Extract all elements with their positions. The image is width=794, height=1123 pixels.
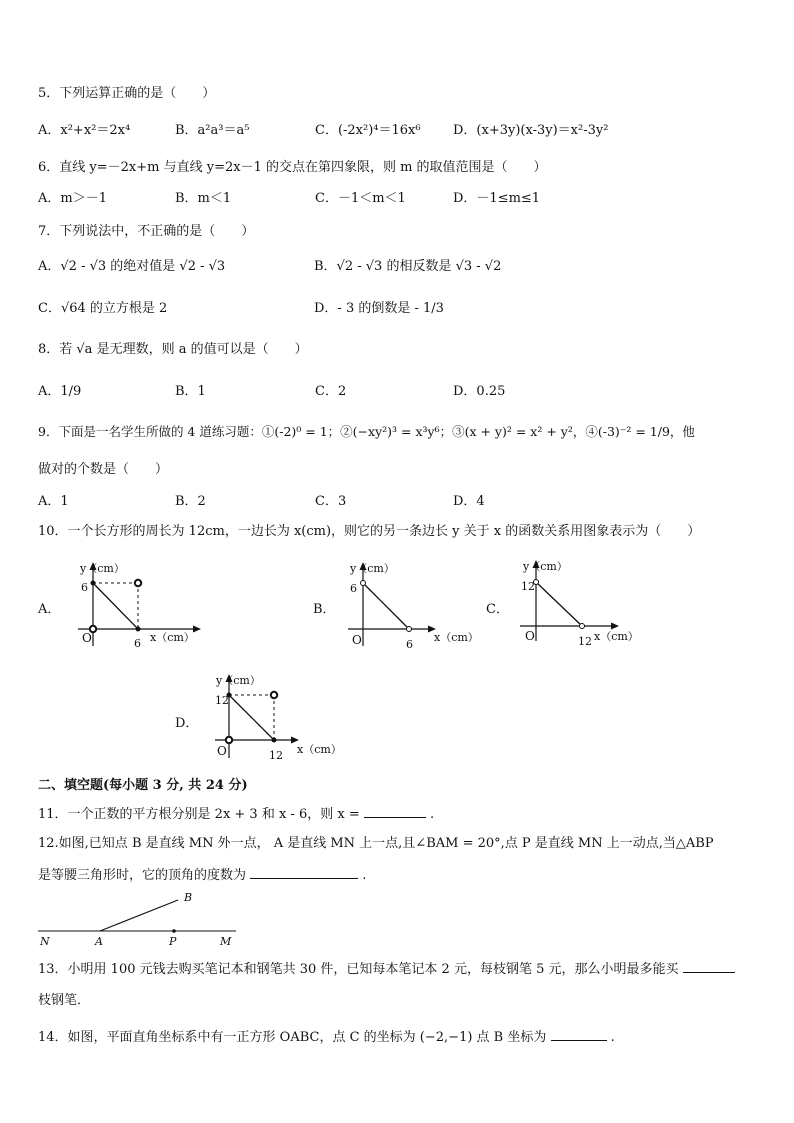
q5-option-b: B．a²a³＝a⁵ <box>175 123 250 138</box>
q14 <box>38 1026 615 1045</box>
x-tick-label: 12 <box>578 635 592 648</box>
solid-point <box>136 627 141 632</box>
q12-stem-cont: 是等腰三角形时，它的顶角的度数为 <box>38 868 247 883</box>
open-point <box>407 627 412 632</box>
q8-option-d: D．0.25 <box>453 384 506 399</box>
q10-stem: 10．一个长方形的周长为 12cm，一边长为 x(cm)，则它的另一条边长 y 关于 x 的函数关系用图象表示为（ ） <box>38 524 701 539</box>
q10-option-a-letter: A． <box>38 602 61 617</box>
graph-line <box>363 583 409 629</box>
x-tick-label: 6 <box>134 637 141 650</box>
q9-option-b: B．2 <box>175 494 206 509</box>
q7-option-a: A．√2 - √3 的绝对值是 √2 - √3 <box>38 259 226 274</box>
q12-stem: 12.如图,已知点 B 是直线 MN 外一点， A 是直线 MN 上一点,且∠BAM = 20°,点 P 是直线 MN 上一动点,当△ABP <box>38 836 714 851</box>
graph-line <box>93 583 138 629</box>
open-point <box>580 624 585 629</box>
q13-line1 <box>38 958 735 977</box>
x-tick-label: 12 <box>269 749 283 762</box>
q9-stem: 9．下面是一名学生所做的 4 道练习题：①(-2)⁰ = 1；②(−xy²)³ = x³y⁶；③(x + y)² = x² + y²，④(-3)⁻² = 1/9，他 <box>38 424 695 439</box>
q6-option-b: B．m＜1 <box>175 191 232 206</box>
q10-option-c-letter: C． <box>486 602 509 617</box>
solid-point <box>272 738 277 743</box>
graph-line <box>229 695 274 740</box>
ray-ab <box>100 900 178 931</box>
q14-stem: 14．如图，平面直角坐标系中有一正方形 OABC，点 C 的坐标为 (−2,−1) 点 B 坐标为 <box>38 1030 547 1045</box>
q8-stem: 8．若 √a 是无理数，则 a 的值可以是（ ） <box>38 342 308 357</box>
q7-stem: 7．下列说法中，不正确的是（ ） <box>38 224 255 239</box>
q11 <box>38 803 434 822</box>
x-axis-label: x（cm） <box>297 743 342 756</box>
q12-figure <box>36 888 246 948</box>
q7-option-b: B．√2 - √3 的相反数是 √3 - √2 <box>314 259 502 274</box>
q10-option-d-letter: D． <box>175 716 199 731</box>
q6-stem: 6．直线 y=－2x+m 与直线 y=2x－1 的交点在第四象限，则 m 的取值范围是（ ） <box>38 160 547 175</box>
q8-option-c: C．2 <box>315 384 347 399</box>
y-axis-label: y（cm） <box>80 562 125 575</box>
q8-option-b: B．1 <box>175 384 206 399</box>
label-n: N <box>40 935 50 948</box>
q9-stem-cont: 做对的个数是（ ） <box>38 462 169 477</box>
q14-end: . <box>610 1030 615 1045</box>
q9-option-c: C．3 <box>315 494 347 509</box>
q7-option-d: D．- 3 的倒数是 - 1/3 <box>314 301 444 316</box>
q6-option-c: C．－1＜m＜1 <box>315 191 406 206</box>
q13-stem-cont: 枝钢笔． <box>38 993 91 1008</box>
origin-label: O <box>217 744 227 758</box>
q7-option-c: C．√64 的立方根是 2 <box>38 301 168 316</box>
label-p: P <box>169 935 177 948</box>
q6-option-a: A．m＞－1 <box>38 191 107 206</box>
q6-option-d: D．－1≤m≤1 <box>453 191 541 206</box>
q13-stem: 13．小明用 100 元钱去购买笔记本和钢笔共 30 件，已知每本笔记本 2 元，每枝钢笔 5 元，那么小明最多能买 <box>38 962 679 977</box>
label-m: M <box>220 935 232 948</box>
q11-answer-blank[interactable] <box>364 805 426 818</box>
q5-option-c: C．(-2x²)⁴＝16x⁶ <box>315 123 421 138</box>
q12-line2 <box>38 864 366 883</box>
x-arrow <box>611 623 619 630</box>
q10-option-b-letter: B． <box>313 602 336 617</box>
origin-label: O <box>525 629 535 643</box>
open-point <box>226 737 232 743</box>
section-2-title: 二、填空题(每小题 3 分, 共 24 分) <box>38 778 248 793</box>
y-axis-label: y（cm） <box>523 560 568 573</box>
label-a: A <box>95 935 103 948</box>
y-axis-label: y（cm） <box>350 562 395 575</box>
q9-option-a: A．1 <box>38 494 69 509</box>
label-b: B <box>184 891 193 904</box>
origin-label: O <box>352 633 362 647</box>
q10-graph-a <box>70 558 220 653</box>
solid-point <box>91 581 96 586</box>
q13-answer-blank[interactable] <box>683 960 735 973</box>
y-tick-label: 12 <box>215 694 229 707</box>
graph-line <box>536 582 582 626</box>
q12-end: . <box>362 868 367 883</box>
x-axis-label: x（cm） <box>150 631 195 644</box>
x-axis-label: x（cm） <box>434 631 479 644</box>
y-tick-label: 6 <box>81 581 88 594</box>
q11-stem: 11．一个正数的平方根分别是 2x + 3 和 x - 6，则 x = <box>38 807 360 822</box>
y-tick-label: 12 <box>521 580 535 593</box>
q5-option-a: A．x²+x²＝2x⁴ <box>38 123 131 138</box>
q5-option-d: D．(x+3y)(x-3y)＝x²-3y² <box>453 123 609 138</box>
q10-graph-b <box>338 558 488 653</box>
q8-option-a: A．1/9 <box>38 384 82 399</box>
origin-label: O <box>82 631 92 645</box>
x-axis-label: x（cm） <box>594 630 639 643</box>
q11-end: . <box>430 807 435 822</box>
open-point <box>361 581 366 586</box>
q10-graph-d <box>205 670 355 765</box>
q5-stem: 5．下列运算正确的是（ ） <box>38 86 216 101</box>
point-p <box>172 929 176 933</box>
open-point <box>135 580 141 586</box>
q14-answer-blank[interactable] <box>551 1028 607 1041</box>
y-tick-label: 6 <box>350 582 357 595</box>
q9-option-d: D．4 <box>453 494 485 509</box>
q10-graph-c <box>508 556 658 651</box>
y-axis-label: y（cm） <box>216 674 261 687</box>
q12-answer-blank[interactable] <box>250 866 358 879</box>
open-point <box>271 692 277 698</box>
x-tick-label: 6 <box>406 638 413 651</box>
